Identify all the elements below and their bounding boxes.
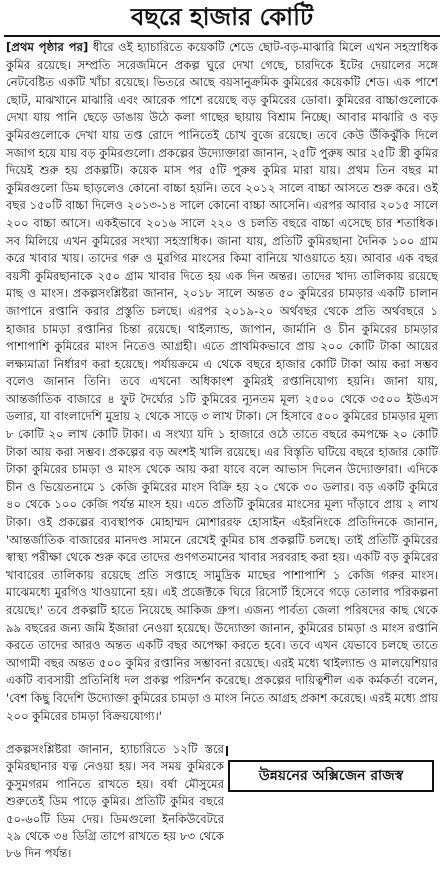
- continued-from-label: [প্রথম পৃষ্ঠার পর]: [6, 40, 89, 54]
- article-title: বছরে হাজার কোটি: [130, 3, 314, 31]
- article-body: [6, 39, 438, 739]
- next-story-headline-box: [228, 760, 434, 792]
- title-divider: [4, 35, 440, 37]
- next-story-headline: উন্নয়নের অক্সিজেন রাজস্ব: [258, 768, 404, 784]
- article-tail-column: প্রকল্পসংশ্লিষ্টরা জানান, হ্যাচারিতে ১২টি স্তরে কুমিরছানার যত্ন নেওয়া হয়। সব সময় কুমিরকে কুসুমগরম পানিতে রাখতে হয়। বর্ষা মৌসুমের শুরুতেই ডিম পাড়ে কুমির। প্রতিটি কুমির বছরে ৫০-৬০টি ডিম দেয়। ডিমগুলো ইনকিউবেটরে ২৯ থেকে ৩৪ ডিগ্রি তাপে রাখতে হয় ৮৩ থেকে ৮৬ দিন পর্যন্ত।: [6, 742, 224, 861]
- article-body-text: ধীরে ওই হ্যাচারিতে কয়েকটি শেডে ছোট-বড়-মাঝারি মিলে এখন সহস্রাধিক কুমির রয়েছে। সম্প্রতি সরেজমিনে প্রকল্প ঘুরে দেখা গেছে, চারদিকে ইটের দেয়ালের সঙ্গে নেটবেষ্টিত একটি খাঁচা রয়েছে। ভিতরে আছে বয়সানুক্রমিক কুমিরের কয়েকটি শেড। এক পাশে ছোট, মাঝখানে মাঝারি এবং আরেক পাশে রয়েছে বড় কুমিরের ডোবা। কুমিরের বাচ্চাগুলোকে দেখা যায় পানি ছেড়ে ডাঙায় উঠে কলা গাছের ছায়ায় বিশ্রাম নিচ্ছে। আবার মাঝারি ও বড় কুমিরগুলোকে দেখা যায় তপ্ত রোদে পানিতেই চোখ বুজে রয়েছে। তবে কেউ উঁকিঝুঁকি দিলে সজাগ হয়ে যায় বড় কুমিরগুলো। প্রকল্পের উদ্যোক্তারা জানান, ২৫টি পুরুষ আর ২৫টি স্ত্রী কুমির দিয়েই শুরু হয় প্রকল্পটি। কয়েক মাস পর ৫টি পুরুষ কুমির মারা যায়। প্রথম তিন বছর মা কুমিরগুলো ডিম ছাড়লেও কোনো বাচ্চা হয়নি। তবে ২০১২ সালে বাচ্চা আসতে শুরু করে। ওই বছর ১৫০টি বাচ্চা দিলেও ২০১৩-১৪ সালে কোনো বাচ্চা আসেনি। এরপর আবার ২০১৫ সালে ২০০ বাচ্চা আসে। একইভাবে ২০১৬ সালে ২২০ ও চলতি বছরে বাচ্চা এসেছে চার শতাধিক। সব মিলিয়ে এখন কুমিরের সংখ্যা সহস্রাধিক। জানা যায়, প্রতিটি কুমিরছানা দৈনিক ১০০ গ্রাম করে খাবার খায়। তাদের গরু ও মুরগির মাংসের কিমা বানিয়ে খাওয়াতে হয়। আবার এক বছর বয়সী কুমিরছানাকে ২৫০ গ্রাম খাবার দিতে হয় এক দিন অন্তর। তাদের খাদ্য তালিকায় রয়েছে মাছ ও মাংস। প্রকল্পসংশ্লিষ্টরা জানান, ২০১৮ সালে অন্তত ৫০ কুমিরের চামড়ার একটি চালান জাপানে রপ্তানি করার প্রস্তুতি চলছে। এরপর ২০১৯-২০ অর্থবছর থেকে প্রতি অর্থবছরে ১ হাজার চামড়া রপ্তানির চিন্তা রয়েছে। থাইল্যান্ড, জাপান, জার্মানি ও চীন কুমিরের চামড়ার পাশাপাশি কুমিরের মাংস নিতেও আগ্রহী। এতে প্রাথমিকভাবে প্রায় ২০০ কোটি টাকা আয়ের লক্ষ্যমাত্রা নির্ধারণ করা হয়েছে। পর্যায়ক্রমে এ থেকে বছরে হাজার কোটি টাকা আয় করা সম্ভব বলেও জানান তিনি। তবে এখনো অধিকাংশ কুমিরই রপ্তানিযোগ্য হয়নি। জানা যায়, আন্তর্জাতিক বাজারে ৪ ফুট দৈর্ঘ্যের ১টি কুমিরের ন্যূনতম মূল্য ২৫০০ থেকে ৩৫০০ ইউএস ডলার, যা বাংলাদেশি মুদ্রায় ২ থেকে সাড়ে ৩ লাখ টাকা। সে হিসাবে ৫০০ কুমিরের চামড়ার মূল্য ৮ কোটি ২০ লাখ কোটি টাকা। এ সংখ্যা যদি ১ হাজারে ওঠে তাতে বছরে কমপক্ষে ২০ কোটি টাকা আয় করা সম্ভব। প্রকল্পের বড় অংশই খালি রয়েছে। এর বিস্তৃতি ঘটিয়ে বছরে হাজার কোটি টাকা কুমিরের চামড়া ও মাংস থেকে আয় করা যাবে বলে আভাস দিলেন উদ্যোক্তারা। এদিকে চীন ও ভিয়েতনামে ১ কেজি কুমিরের মাংস বিক্রি হয় ২০ থেকে ৩০ ডলার। বড় একটি কুমিরে ৪০ থেকে ১০০ কেজি পর্যন্ত মাংস হয়। এতে প্রতিটি কুমিরের মাংসের মূল্য দাঁড়াবে প্রায় ২ লাখ টাকা। ওই প্রকল্পের ব্যবস্থাপক মোহাম্মদ মোশাররফ হোসাইন এইরনিংকে প্রতিদিনকে জানান, 'আন্তর্জাতিক বাজারের মানদণ্ড সামনে রেখেই কুমির চাষ প্রকল্পটি চলছে। তাই প্রতিটি কুমিরের স্বাস্থ্য পরীক্ষা থেকে শুরু করে তাদের গুণগতমানের খাবার সরবরাহ করা হয়। একটি বড় কুমিরের খাবারের তালিকায় রয়েছে প্রতি সপ্তাহে সামুদ্রিক মাছের পাশাপাশি ১ কেজি গরুর মাংস। মাঝেমধ্যে মুরগিও খাওয়ানো হয়। এই প্রজেক্টকে ঘিরে রিসোর্ট হিসেবে গড়ে তোলার পরিকল্পনা রয়েছে।' তবে প্রকল্পটি হাতে নিয়েছে আকিজ গ্রুপ। এজন্য পার্বত্য জেলা পরিষদের কাছ থেকে ৯৯ বছরের জন্য জমি ইজারা নেওয়া হয়েছে। উদ্যোক্তা জানান, কুমিরের চামড়া ও মাংস রপ্তানি করতে তাদের আরও অন্তত একটি বছর অপেক্ষা করতে হবে। তবে এখন যেভাবে চলছে তাতে আগামী বছর অন্তত ৫০০ কুমির রপ্তানির সম্ভাবনা রয়েছে। এরই মধ্যে থাইল্যান্ড ও মালয়েশিয়ার একটি ব্যবসায়ী প্রতিনিধি দল প্রকল্প পরিদর্শন করেছে। প্রকল্পের দায়িত্বশীল এক কর্মকর্তা বলেন, 'বেশ কিছু বিদেশি উদ্যোক্তা কুমিরের চামড়া ও মাংস নিতে আগ্রহ প্রকাশ করেছে। এরই মধ্যে প্রায় ২০০ কুমিরের চামড়া বিক্রয়যোগ্য।': [6, 40, 438, 723]
- column-divider: [226, 746, 228, 756]
